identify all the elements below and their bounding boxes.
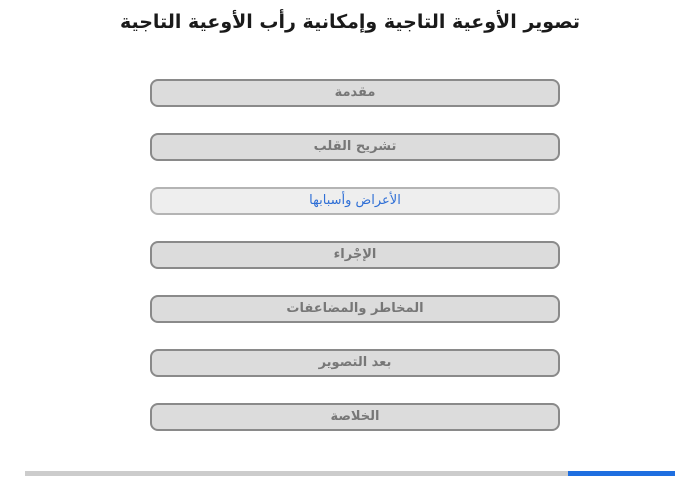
menu-item-summary[interactable]: الخلاصة xyxy=(150,403,560,431)
progress-fill xyxy=(568,471,675,476)
progress-bar xyxy=(25,471,675,476)
menu-item-heart-anatomy[interactable]: تشريح القلب xyxy=(150,133,560,161)
menu-item-procedure[interactable]: الإجْراء xyxy=(150,241,560,269)
menu-item-risks[interactable]: المخاطر والمضاعفات xyxy=(150,295,560,323)
chapter-menu xyxy=(150,79,560,457)
menu-item-introduction[interactable]: مقدمة xyxy=(150,79,560,107)
menu-item-symptoms[interactable]: الأعراض وأسبابها xyxy=(150,187,560,215)
page-title: تصوير الأوعية التاجية وإمكانية رأب الأوعية التاجية xyxy=(119,11,581,33)
menu-item-after-imaging[interactable]: بعد التصوير xyxy=(150,349,560,377)
